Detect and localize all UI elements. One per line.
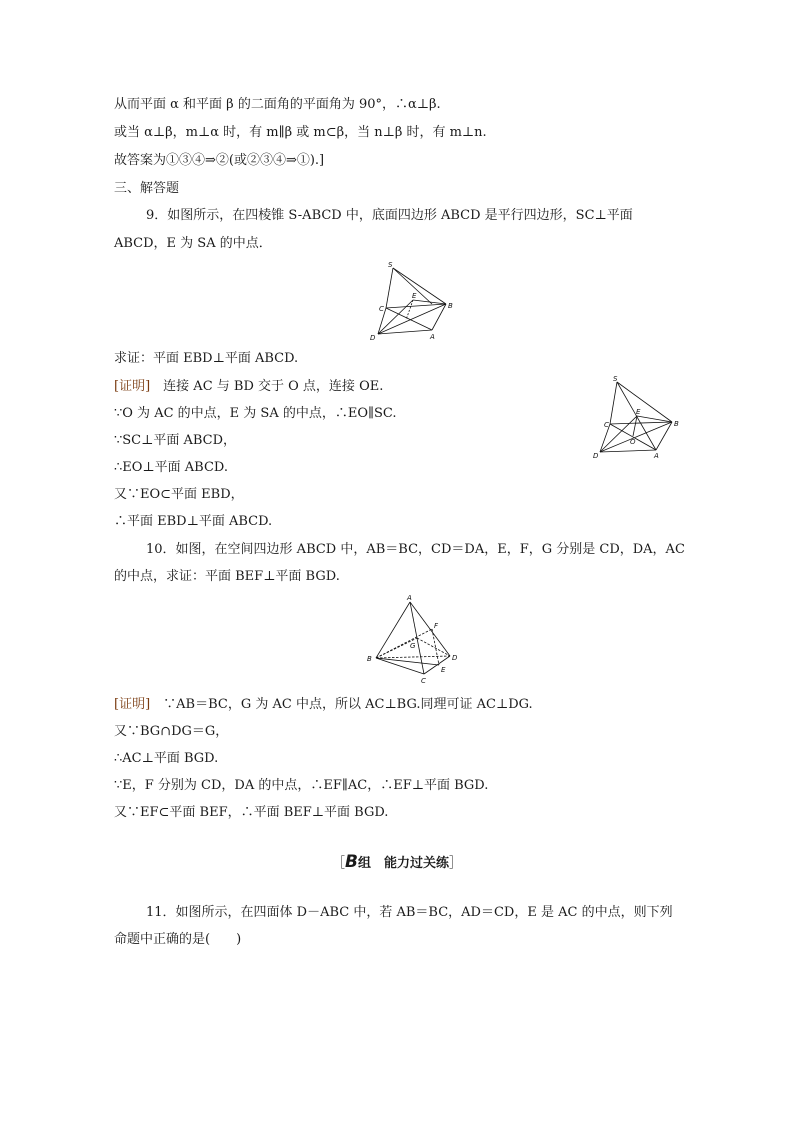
label-d: D	[593, 452, 599, 460]
text-line-1: 从而平面 α 和平面 β 的二面角的平面角为 90°，∴α⊥β.	[114, 97, 441, 112]
label-s: S	[613, 375, 618, 383]
question-9-line-2: ABCD，E 为 SA 的中点．	[114, 236, 272, 251]
label-b: B	[448, 302, 453, 310]
label-d: D	[370, 334, 376, 342]
proof-10-line-1: ∵AB＝BC，G 为 AC 中点，所以 AC⊥BG.同理可证 AC⊥DG.	[163, 697, 533, 712]
tetrahedron-figure	[364, 592, 464, 686]
pyramid-figure	[366, 258, 462, 344]
label-c: C	[604, 421, 609, 429]
label-b: B	[367, 655, 372, 663]
section-heading-group-b	[0, 852, 794, 872]
question-10-line-2: 的中点，求证：平面 BEF⊥平面 BGD.	[114, 569, 340, 584]
question-11-line-1: 11．如图所示，在四面体 D－ABC 中，若 AB＝BC，AD＝CD，E 是 AC 的中点，则下列	[146, 905, 673, 920]
label-c: C	[421, 677, 426, 685]
group-title: 组 能力过关练	[357, 856, 449, 871]
proof-10-line-4: ∵E，F 分别为 CD，DA 的中点，∴EF∥AC，∴EF⊥平面 BGD.	[114, 778, 489, 793]
label-g: G	[410, 642, 416, 650]
label-e: E	[412, 292, 417, 300]
label-e: E	[636, 408, 641, 416]
proof-9-first-line	[114, 378, 383, 396]
bracket-close: ］	[448, 856, 462, 871]
label-c: C	[379, 305, 384, 313]
question-11-line-2: 命题中正确的是( )	[114, 932, 242, 947]
pyramid-figure-with-o	[590, 372, 686, 460]
group-letter: B	[345, 852, 358, 872]
proof-9-line-2: ∵O 为 AC 的中点，E 为 SA 的中点，∴EO∥SC.	[114, 406, 397, 421]
label-a: A	[430, 333, 435, 341]
label-f: F	[434, 622, 439, 630]
label-e: E	[441, 666, 446, 674]
question-9-line-1: 9．如图所示，在四棱锥 S-ABCD 中，底面四边形 ABCD 是平行四边形，SC⊥平面	[146, 208, 633, 223]
label-s: S	[388, 261, 393, 269]
text-line-2: 或当 α⊥β，m⊥α 时，有 m∥β 或 m⊂β，当 n⊥β 时，有 m⊥n.	[114, 125, 487, 140]
proof-9-line-3: ∵SC⊥平面 ABCD，	[114, 433, 237, 448]
proof-10-line-5: 又∵EF⊂平面 BEF，∴平面 BEF⊥平面 BGD.	[114, 805, 389, 820]
label-a: A	[654, 452, 659, 460]
label-a: A	[407, 594, 412, 602]
proof-tag: [证明]	[114, 697, 151, 712]
section-heading-answers: 三、解答题	[114, 181, 180, 196]
question-10-line-1: 10．如图，在空间四边形 ABCD 中，AB＝BC，CD＝DA，E，F，G 分别是 CD，DA，AC	[146, 542, 685, 557]
text-line-3: 故答案为①③④⇒②(或②③④⇒①).]	[114, 153, 325, 168]
label-o: O	[630, 438, 636, 446]
label-b: B	[674, 420, 679, 428]
proof-10-line-3: ∴AC⊥平面 BGD.	[114, 751, 219, 766]
proof-tag: [证明]	[114, 379, 151, 394]
proof-10-first-line	[114, 696, 533, 714]
proof-9-line-6: ∴平面 EBD⊥平面 ABCD.	[114, 514, 273, 529]
bracket-open: ［	[331, 856, 345, 871]
label-d: D	[452, 654, 458, 662]
proof-9-line-1: 连接 AC 与 BD 交于 O 点，连接 OE.	[163, 379, 384, 394]
question-9-goal: 求证：平面 EBD⊥平面 ABCD.	[114, 351, 299, 366]
proof-10-line-2: 又∵BG∩DG＝G，	[114, 724, 229, 739]
proof-9-line-5: 又∵EO⊂平面 EBD，	[114, 487, 244, 502]
proof-9-line-4: ∴EO⊥平面 ABCD.	[114, 460, 228, 475]
